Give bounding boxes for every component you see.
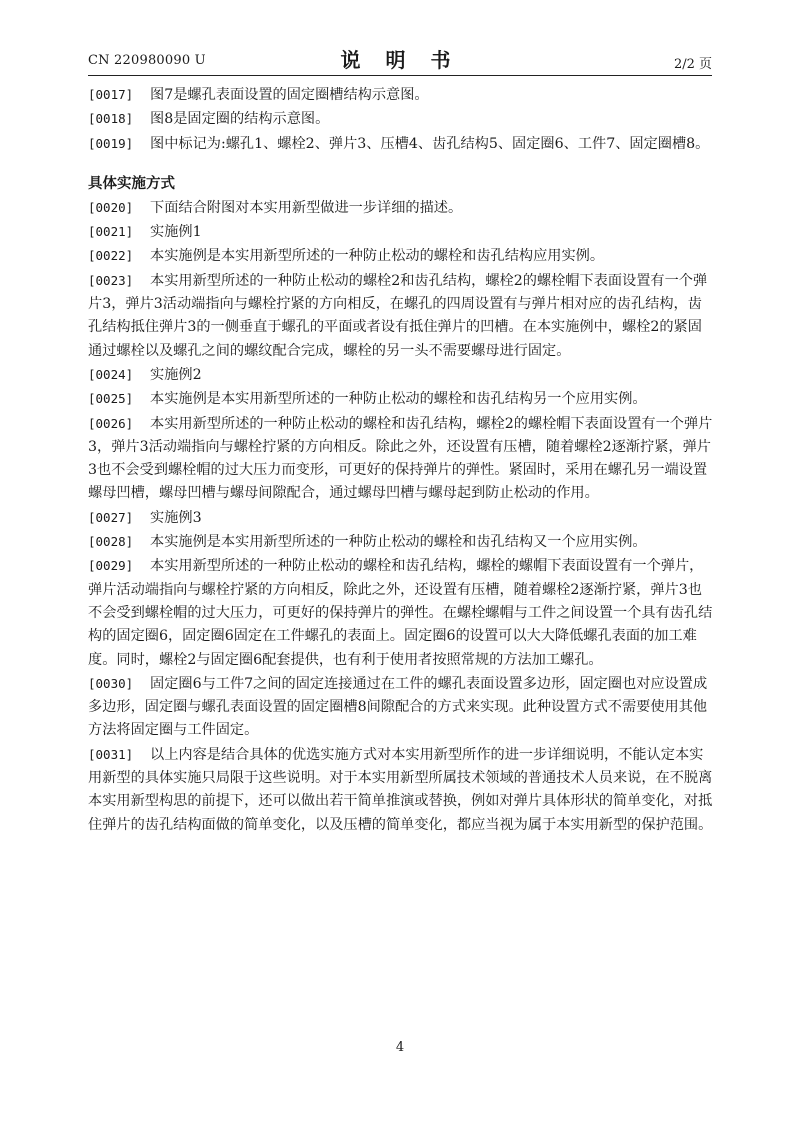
paragraph-text: 本实施例是本实用新型所述的一种防止松动的螺栓和齿孔结构另一个应用实例。	[150, 391, 647, 408]
paragraph-number: [0024]	[88, 366, 134, 382]
paragraph-0028	[88, 530, 716, 554]
paragraph-text: 以上内容是结合具体的优选实施方式对本实用新型所作的进一步详细说明，不能认定本实用新型的具体实施只局限于这些说明。对于本实用新型所属技术领域的普通技术人员来说，在不脱离本实用新型构思的前提下，还可以做出若干简单推演或替换，例如对弹片具体形状的简单变化，对抵住弹片的齿孔结构面做的简单变化，以及压槽的简单变化，都应当视为属于本实用新型的保护范围。	[88, 746, 713, 833]
paragraph-0018	[88, 107, 716, 131]
paragraph-0025	[88, 387, 716, 411]
paragraph-number: [0021]	[88, 224, 134, 240]
paragraph-number: [0023]	[88, 272, 134, 288]
document-body	[88, 83, 716, 837]
page-header	[88, 40, 712, 76]
paragraph-number: [0019]	[88, 135, 134, 151]
paragraph-text: 图中标记为:螺孔1、螺栓2、弹片3、压槽4、齿孔结构5、固定圈6、工件7、固定圈槽8。	[150, 135, 710, 152]
paragraph-number: [0020]	[88, 199, 134, 215]
paragraph-0030	[88, 672, 716, 743]
header-divider	[88, 75, 712, 76]
paragraph-text: 图7是螺孔表面设置的固定圈槽结构示意图。	[150, 87, 429, 103]
paragraph-text: 本实用新型所述的一种防止松动的螺栓和齿孔结构，螺栓2的螺栓帽下表面设置有一个弹片3，弹片3活动端指向与螺栓拧紧的方向相反。除此之外，还设置有压槽，随着螺栓2逐渐拧紧，弹片3也不会受到螺栓帽的过大压力而变形，可更好的保持弹片的弹性。紧固时，采用在螺孔另一端设置螺母凹槽，螺母凹槽与螺母间隙配合，通过螺母凹槽与螺母起到防止松动的作用。	[88, 415, 713, 502]
paragraph-number: [0028]	[88, 534, 134, 550]
paragraph-text: 图8是固定圈的结构示意图。	[150, 111, 330, 128]
paragraph-number: [0026]	[88, 415, 134, 431]
paragraph-0023	[88, 269, 716, 363]
paragraph-0019	[88, 132, 716, 156]
paragraph-number: [0025]	[88, 391, 134, 407]
paragraph-text: 下面结合附图对本实用新型做进一步详细的描述。	[150, 199, 463, 216]
paragraph-text: 本实施例是本实用新型所述的一种防止松动的螺栓和齿孔结构又一个应用实例。	[150, 534, 647, 551]
paragraph-0017	[88, 83, 716, 107]
paragraph-text: 实施例1	[150, 224, 202, 241]
paragraph-text: 本实用新型所述的一种防止松动的螺栓2和齿孔结构，螺栓2的螺栓帽下表面设置有一个弹片3，弹片3活动端指向与螺栓拧紧的方向相反，在螺孔的四周设置有与弹片相对应的齿孔结构，齿孔结构抵住弹片3的一侧垂直于螺孔的平面或者设有抵住弹片的凹槽。在本实施例中，螺栓2的紧固通过螺栓以及螺孔之间的螺纹配合完成，螺栓的另一头不需要螺母进行固定。	[88, 272, 708, 359]
paragraph-text: 实施例2	[150, 366, 202, 383]
page-indicator: 2/2 页	[673, 57, 712, 72]
paragraph-text: 实施例3	[150, 509, 202, 526]
paragraph-number: [0017]	[88, 87, 134, 102]
paragraph-number: [0018]	[88, 111, 134, 127]
paragraph-number: [0030]	[88, 675, 134, 691]
paragraph-0026	[88, 412, 716, 506]
paragraph-0031	[88, 743, 716, 837]
document-title: 说 明 书	[340, 48, 460, 72]
paragraph-number: [0029]	[88, 558, 134, 574]
page-number: 4	[395, 1040, 405, 1055]
paragraph-0029	[88, 554, 716, 671]
paragraph-number: [0022]	[88, 248, 134, 264]
paragraph-number: [0027]	[88, 509, 134, 525]
paragraph-text: 固定圈6与工件7之间的固定连接通过在工件的螺孔表面设置多边形，固定圈也对应设置成多边形，固定圈与螺孔表面设置的固定圈槽8间隙配合的方式来实现。此种设置方式不需要使用其他方法将固定圈与工件固定。	[88, 675, 708, 739]
paragraph-0022	[88, 244, 716, 268]
paragraph-0021	[88, 220, 716, 244]
paragraph-0024	[88, 363, 716, 387]
section-heading: 具体实施方式	[88, 175, 175, 192]
paragraph-0027	[88, 506, 716, 530]
paragraph-text: 本实用新型所述的一种防止松动的螺栓和齿孔结构，螺栓的螺帽下表面设置有一个弹片，弹片活动端指向与螺栓拧紧的方向相反，除此之外，还设置有压槽，随着螺栓2逐渐拧紧，弹片3也不会受到螺栓帽的过大压力，可更好的保持弹片的弹性。在螺栓螺帽与工件之间设置一个具有齿孔结构的固定圈6，固定圈6固定在工件螺孔的表面上。固定圈6的设置可以大大降低螺孔表面的加工难度。同时，螺栓2与固定圈6配套提供，也有利于使用者按照常规的方法加工螺孔。	[88, 558, 713, 668]
paragraph-text: 本实施例是本实用新型所述的一种防止松动的螺栓和齿孔结构应用实例。	[150, 248, 605, 265]
patent-number: CN 220980090 U	[88, 53, 206, 68]
paragraph-number: [0031]	[88, 746, 134, 762]
paragraph-0020	[88, 196, 716, 220]
